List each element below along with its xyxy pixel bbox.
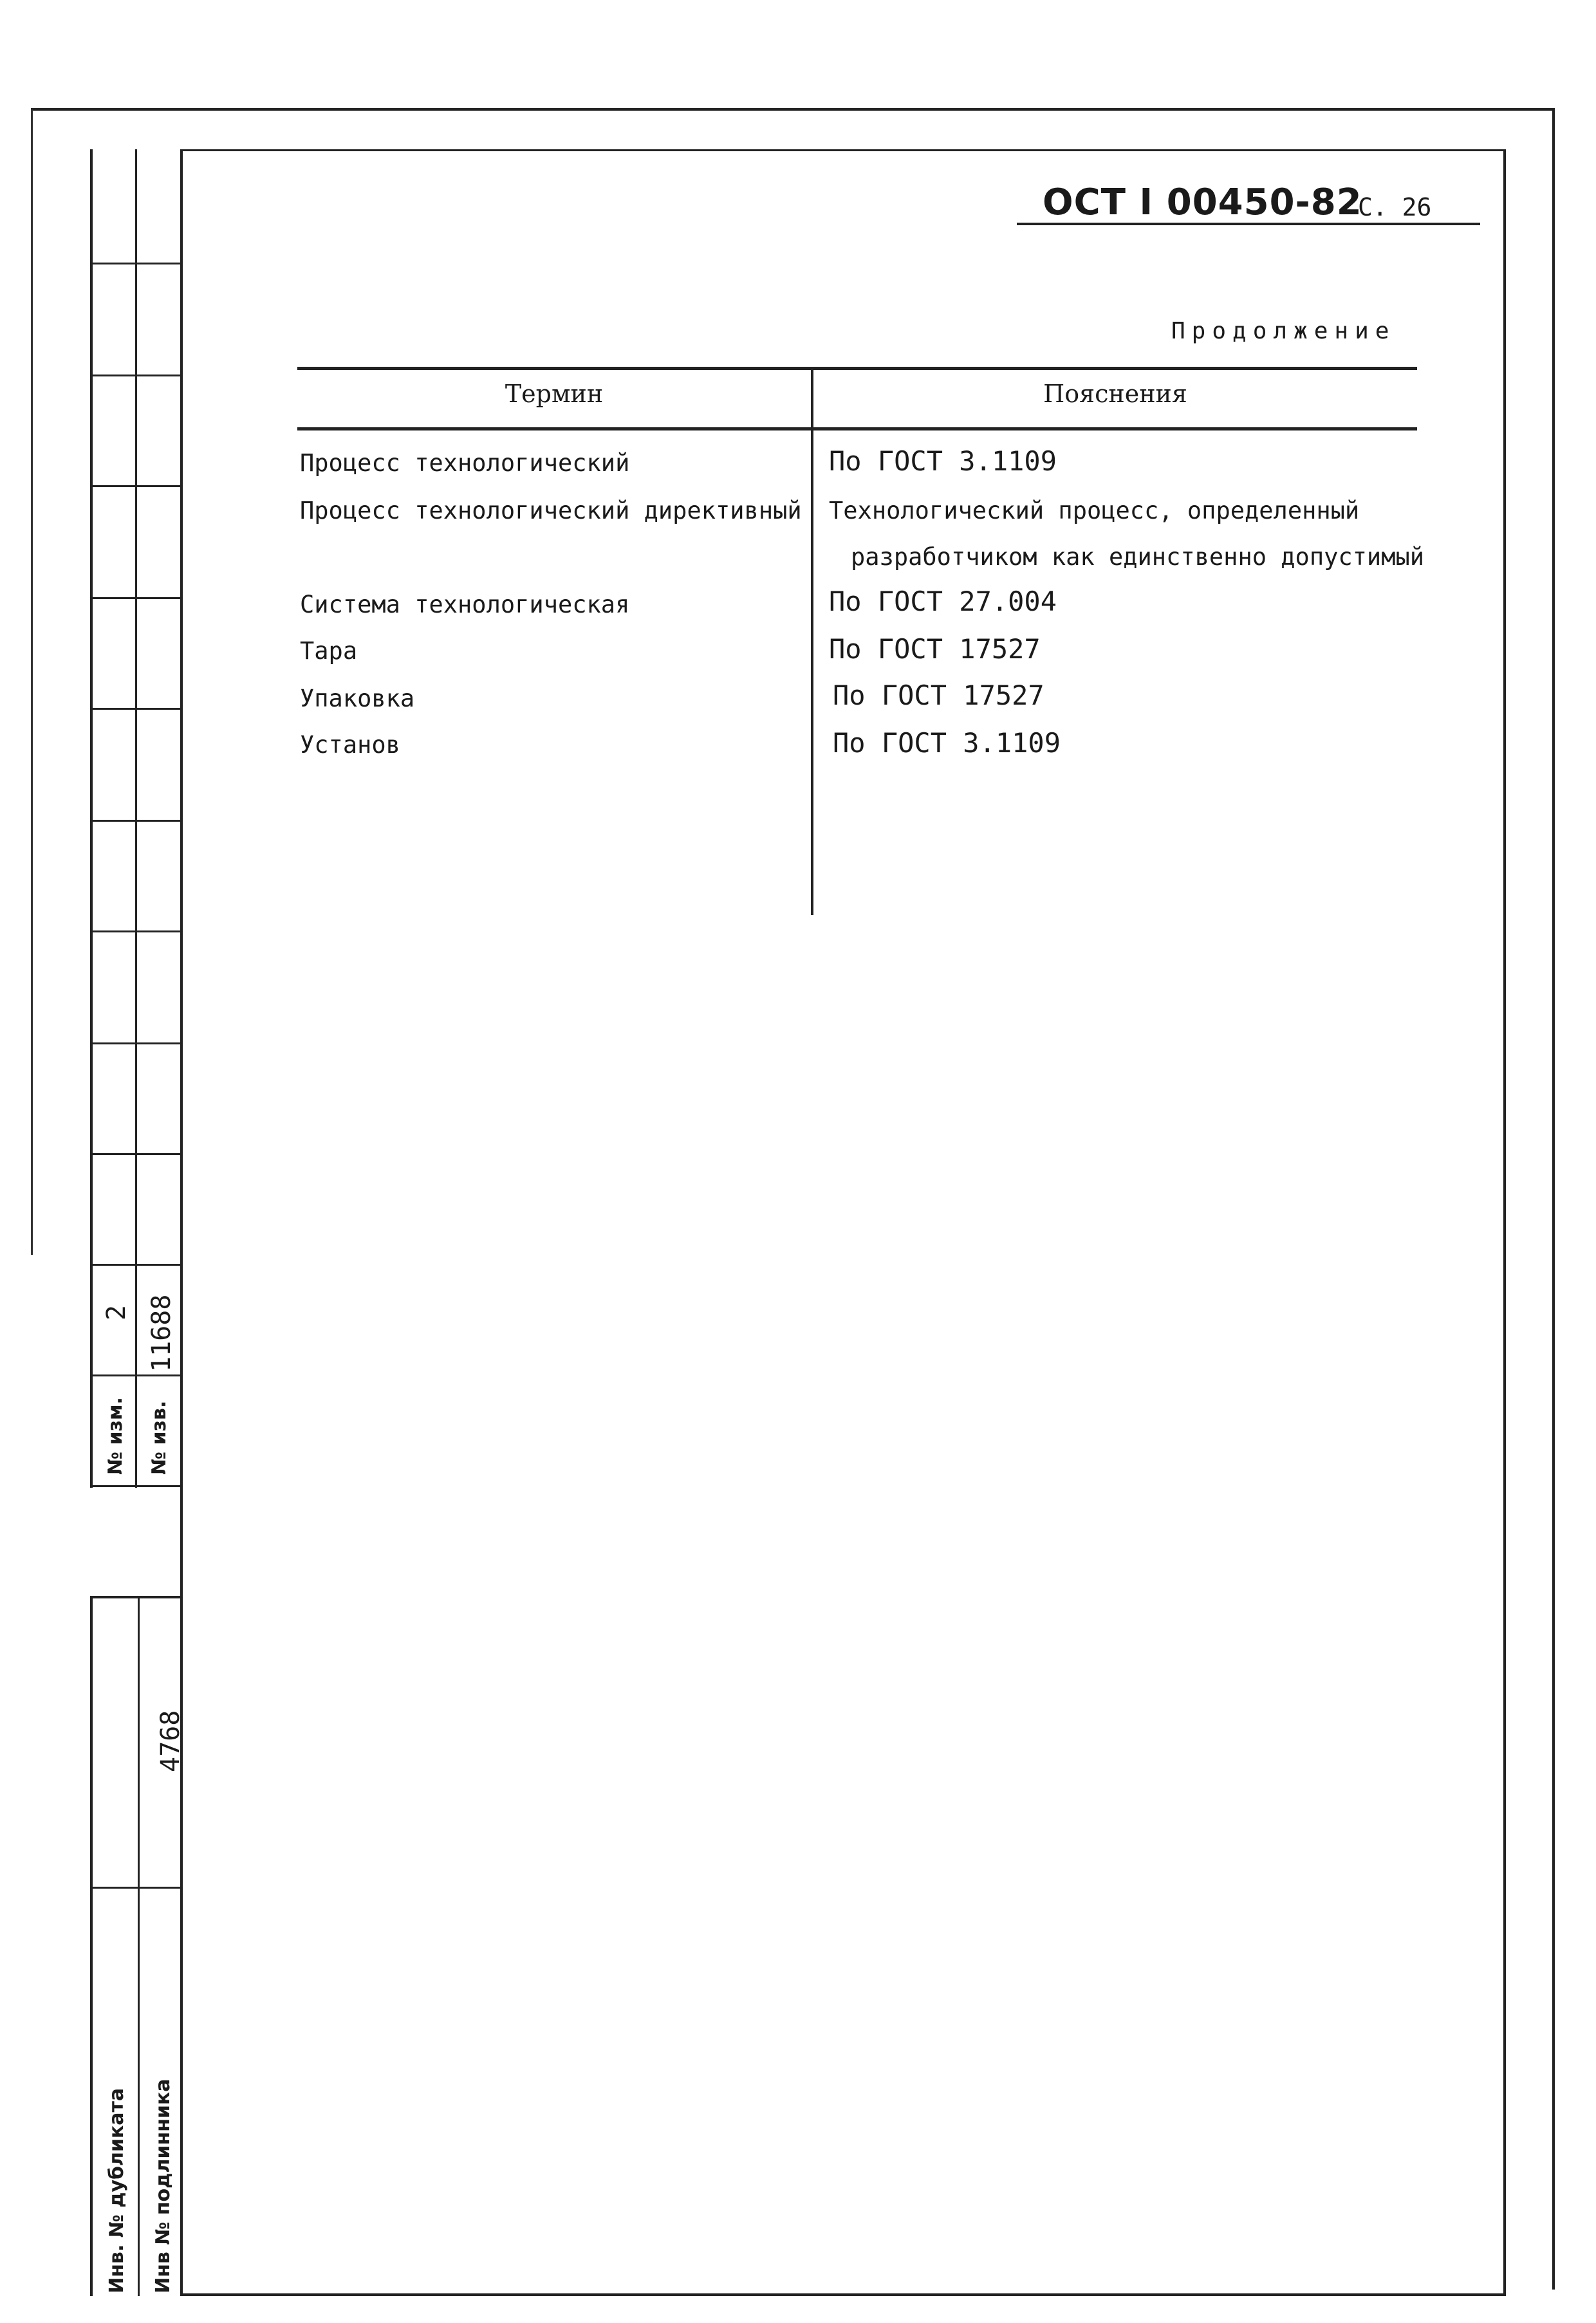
table-row-explanation: По ГОСТ 3.1109 — [829, 445, 1057, 477]
table-row-term: Установ — [300, 731, 400, 759]
outer-frame-left — [31, 109, 33, 1255]
table-row-term: Упаковка — [300, 685, 415, 712]
side-stamp-lower — [90, 1596, 183, 2296]
table-row-term: Процесс технологический — [300, 449, 630, 477]
notice-number-label: № изв. — [148, 1400, 171, 1475]
header-underline — [1017, 223, 1480, 225]
column-header-explanation: Пояснения — [1043, 380, 1187, 408]
continuation-label: Продолжение — [1171, 318, 1396, 344]
outer-frame-right — [1552, 108, 1555, 2290]
table-row-explanation: По ГОСТ 17527 — [829, 633, 1041, 665]
table-row-term: Тара — [300, 637, 358, 665]
table-row-explanation: По ГОСТ 17527 — [833, 680, 1044, 711]
page-number: С. 26 — [1358, 193, 1432, 221]
notice-number-value: 11688 — [147, 1294, 176, 1372]
side-stamp-upper — [90, 149, 183, 1488]
change-number-label: № изм. — [104, 1397, 127, 1475]
table-row-term: Система технологическая — [300, 591, 630, 618]
column-header-term: Термин — [505, 380, 604, 408]
original-inv-value: 4768 — [156, 1710, 185, 1772]
table-row-explanation: По ГОСТ 3.1109 — [833, 727, 1061, 759]
table-row-explanation: По ГОСТ 27.004 — [829, 586, 1057, 617]
table-row-term: Процесс технологический директивный — [300, 497, 802, 524]
table-row-explanation: разработчиком как единственно допустимый — [851, 543, 1425, 571]
table-row-explanation: Технологический процесс, определенный — [829, 497, 1360, 524]
outer-frame-top — [31, 108, 1555, 111]
table-top-rule — [297, 367, 1417, 370]
document-code: ОСТ I 00450-82 — [1043, 181, 1362, 223]
duplicate-inv-label: Инв. № дубликата — [106, 2087, 128, 2293]
table-column-separator — [811, 368, 813, 915]
original-inv-label: Инв № подлинника — [152, 2078, 174, 2293]
table-header-rule — [297, 427, 1417, 430]
change-number-value: 2 — [102, 1304, 131, 1320]
